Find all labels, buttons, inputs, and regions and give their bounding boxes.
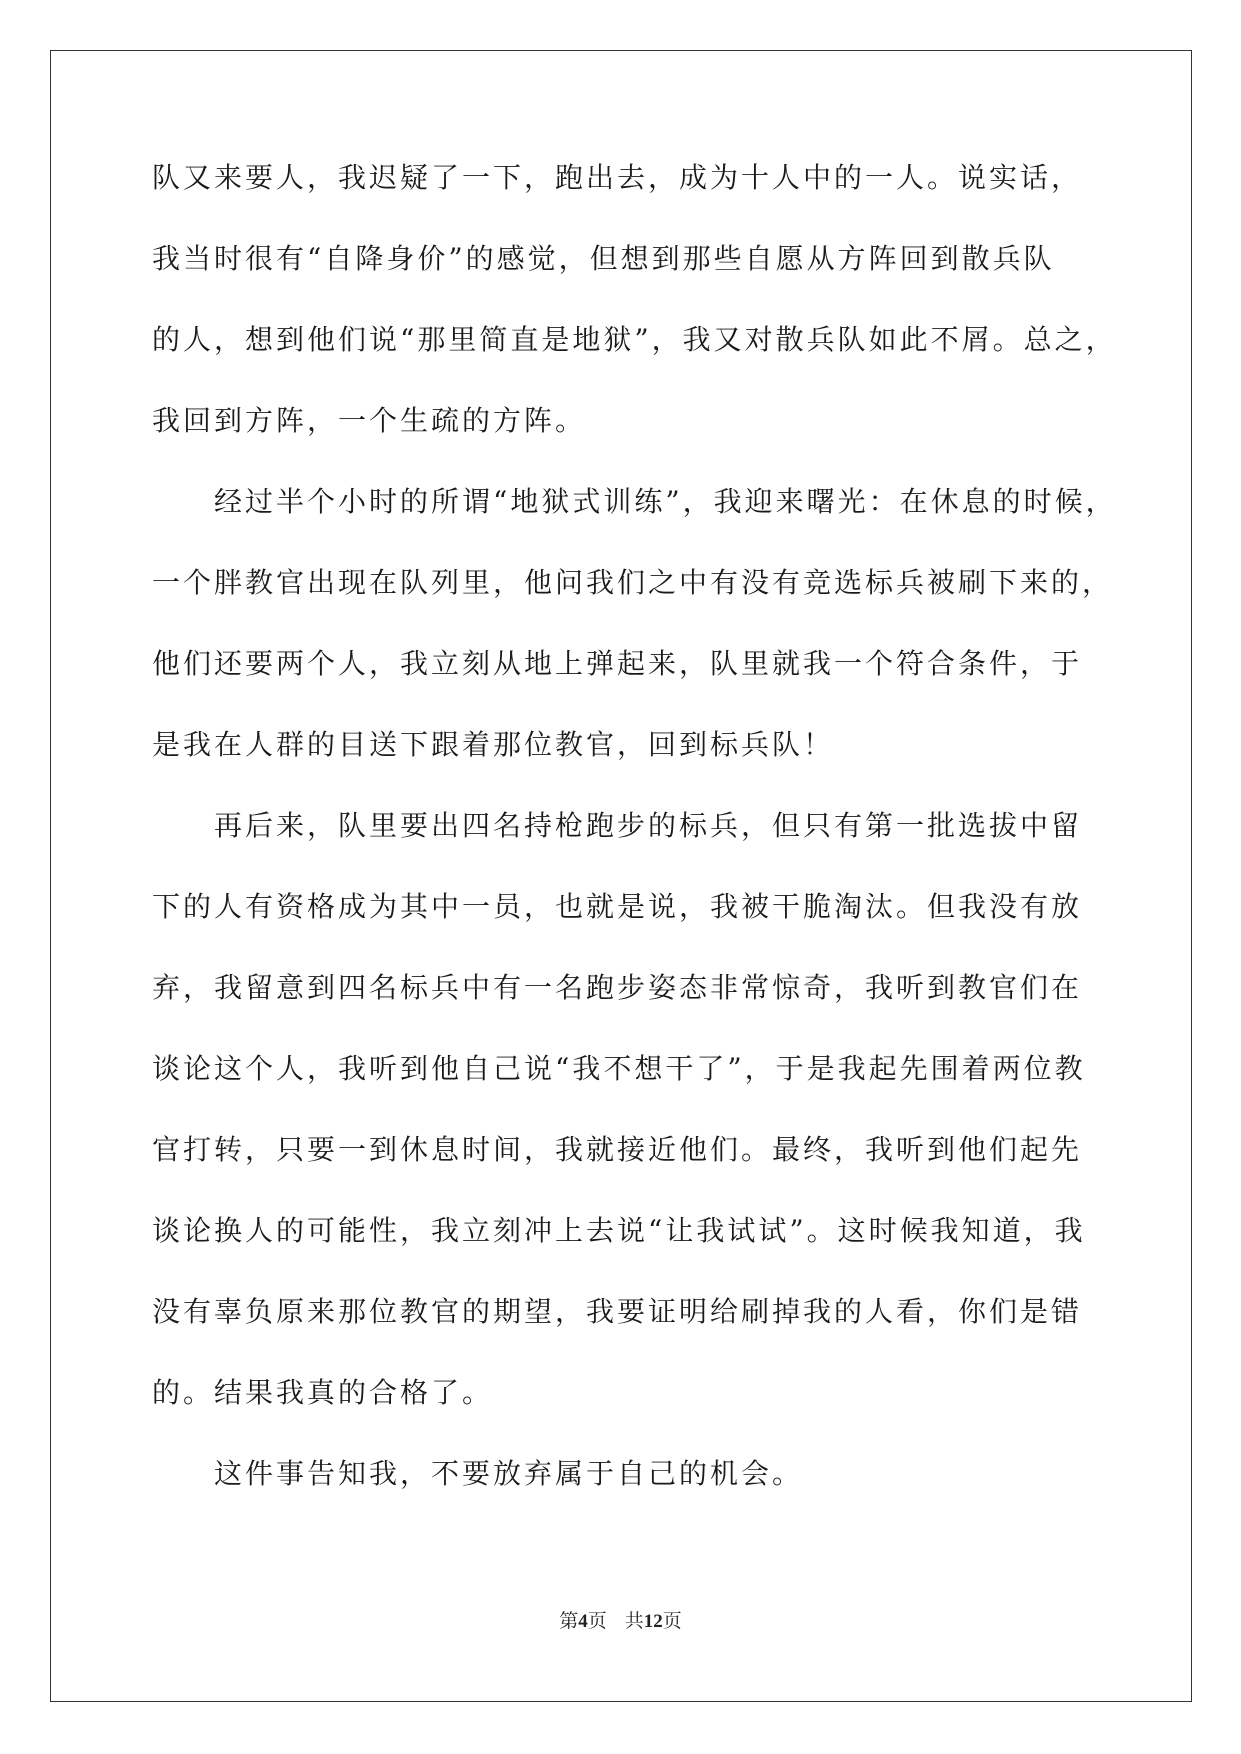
text-line: 队又来要人，我迟疑了一下，跑出去，成为十人中的一人。说实话， <box>152 161 1083 194</box>
text-line: 我回到方阵，一个生疏的方阵。 <box>152 404 587 437</box>
text-line: 下的人有资格成为其中一员，也就是说，我被干脆淘汰。但我没有放 <box>152 890 1083 923</box>
text-line: 这件事告知我，不要放弃属于自己的机会。 <box>214 1457 804 1490</box>
text-line: 一个胖教官出现在队列里，他问我们之中有没有竞选标兵被刷下来的， <box>152 566 1114 599</box>
text-line: 再后来，队里要出四名持枪跑步的标兵，但只有第一批选拔中留 <box>214 809 1083 842</box>
text-line: 是我在人群的目送下跟着那位教官，回到标兵队！ <box>152 728 835 761</box>
page-footer <box>0 1606 1241 1633</box>
text-line: 我当时很有“自降身价”的感觉，但想到那些自愿从方阵回到散兵队 <box>152 242 1055 275</box>
page-number-suffix: 页 <box>587 1611 607 1632</box>
total-pages: 12 <box>643 1611 663 1632</box>
page-number-prefix: 第 <box>559 1611 579 1632</box>
text-line: 谈论换人的可能性，我立刻冲上去说“让我试试”。这时候我知道，我 <box>152 1214 1086 1247</box>
text-line: 弃，我留意到四名标兵中有一名跑步姿态非常惊奇，我听到教官们在 <box>152 971 1083 1004</box>
text-line: 经过半个小时的所谓“地狱式训练”，我迎来曙光：在休息的时候， <box>214 485 1117 518</box>
text-line: 官打转，只要一到休息时间，我就接近他们。最终，我听到他们起先 <box>152 1133 1083 1166</box>
total-pages-suffix: 页 <box>662 1611 682 1632</box>
text-line: 谈论这个人，我听到他自己说“我不想干了”，于是我起先围着两位教 <box>152 1052 1086 1085</box>
text-line: 没有辜负原来那位教官的期望，我要证明给刷掉我的人看，你们是错 <box>152 1295 1083 1328</box>
text-line: 他们还要两个人，我立刻从地上弹起来，队里就我一个符合条件，于 <box>152 647 1083 680</box>
total-pages-prefix: 共 <box>624 1611 644 1632</box>
text-line: 的。结果我真的合格了。 <box>152 1376 494 1409</box>
text-line: 的人，想到他们说“那里简直是地狱”，我又对散兵队如此不屑。总之， <box>152 323 1117 356</box>
page-number: 4 <box>578 1611 588 1632</box>
